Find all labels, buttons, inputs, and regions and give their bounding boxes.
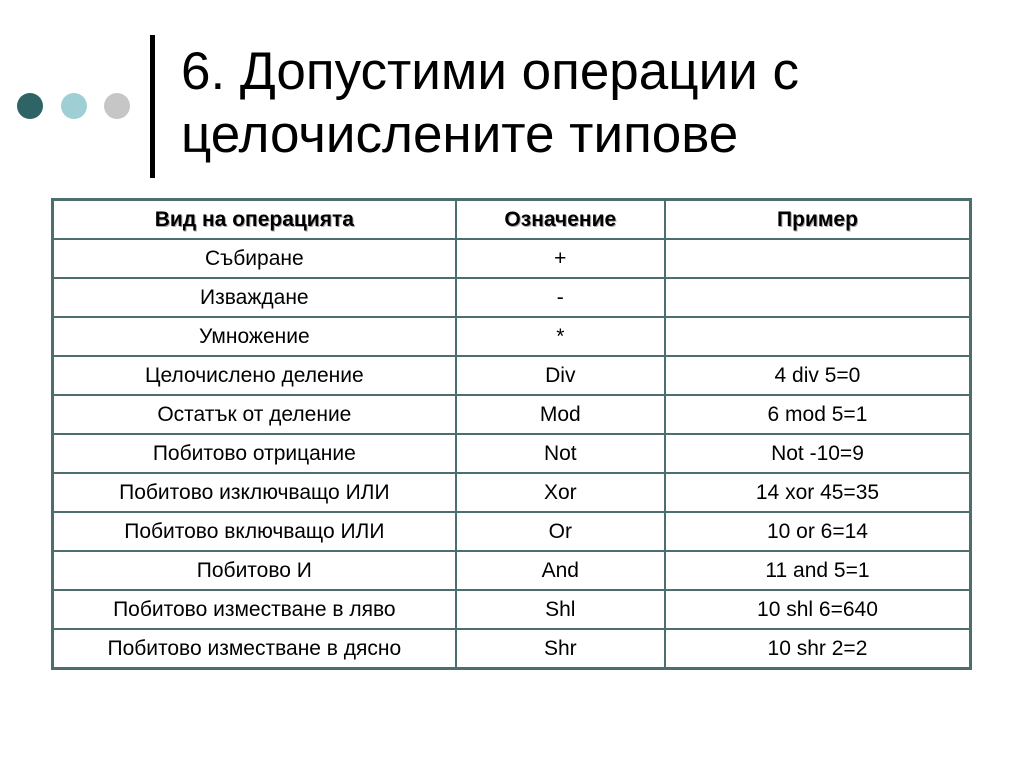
table-row xyxy=(53,434,971,473)
decorative-dot-light xyxy=(61,93,87,119)
operation-cell: Събиране xyxy=(53,239,456,278)
page-title xyxy=(181,40,1001,166)
title-divider xyxy=(150,35,155,178)
example-cell: 11 and 5=1 xyxy=(665,551,971,590)
table-row xyxy=(53,590,971,629)
operation-cell: Целочислено деление xyxy=(53,356,456,395)
example-cell: 10 shl 6=640 xyxy=(665,590,971,629)
table-row xyxy=(53,512,971,551)
notation-cell: Shr xyxy=(456,629,665,669)
operation-cell: Умножение xyxy=(53,317,456,356)
title-line-2: целочислените типове xyxy=(181,105,739,164)
table-row xyxy=(53,395,971,434)
example-cell xyxy=(665,239,971,278)
header-notation: Означение xyxy=(456,200,665,240)
operation-cell: Побитово изключващо ИЛИ xyxy=(53,473,456,512)
header-operation: Вид на операцията xyxy=(53,200,456,240)
operation-cell: Побитово И xyxy=(53,551,456,590)
example-cell: 14 xor 45=35 xyxy=(665,473,971,512)
table-header-row xyxy=(53,200,971,240)
notation-cell: Or xyxy=(456,512,665,551)
table-row xyxy=(53,239,971,278)
example-cell: 10 shr 2=2 xyxy=(665,629,971,669)
operation-cell: Побитово изместване в дясно xyxy=(53,629,456,669)
notation-cell: Shl xyxy=(456,590,665,629)
decorative-dot-dark xyxy=(17,93,43,119)
operation-cell: Изваждане xyxy=(53,278,456,317)
notation-cell: Mod xyxy=(456,395,665,434)
example-cell xyxy=(665,278,971,317)
operation-cell: Побитово отрицание xyxy=(53,434,456,473)
notation-cell: And xyxy=(456,551,665,590)
example-cell xyxy=(665,317,971,356)
table-row xyxy=(53,551,971,590)
table-row xyxy=(53,356,971,395)
table-row xyxy=(53,317,971,356)
table-row xyxy=(53,278,971,317)
example-cell: 10 or 6=14 xyxy=(665,512,971,551)
table-row xyxy=(53,473,971,512)
title-line-1: 6. Допустими операции с xyxy=(181,42,800,101)
notation-cell: + xyxy=(456,239,665,278)
operation-cell: Побитово включващо ИЛИ xyxy=(53,512,456,551)
table-row xyxy=(53,629,971,669)
operations-table xyxy=(51,198,972,670)
example-cell: 6 mod 5=1 xyxy=(665,395,971,434)
example-cell: Not -10=9 xyxy=(665,434,971,473)
notation-cell: - xyxy=(456,278,665,317)
decorative-dot-grey xyxy=(104,93,130,119)
operation-cell: Побитово изместване в ляво xyxy=(53,590,456,629)
notation-cell: * xyxy=(456,317,665,356)
header-example: Пример xyxy=(665,200,971,240)
notation-cell: Not xyxy=(456,434,665,473)
notation-cell: Div xyxy=(456,356,665,395)
operation-cell: Остатък от деление xyxy=(53,395,456,434)
example-cell: 4 div 5=0 xyxy=(665,356,971,395)
notation-cell: Xor xyxy=(456,473,665,512)
